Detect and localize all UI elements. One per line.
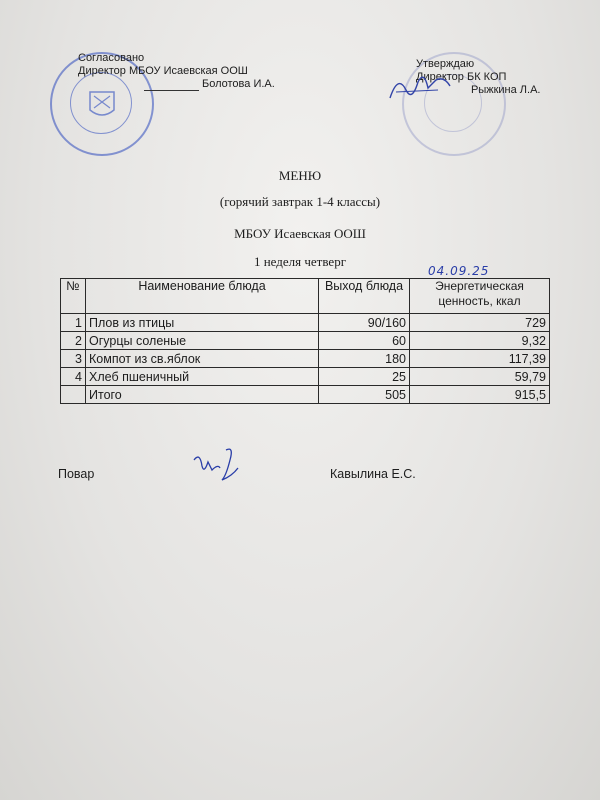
row-number: 4 (61, 368, 86, 386)
row-dish-name: Хлеб пшеничный (86, 368, 319, 386)
table-header-row (61, 279, 550, 314)
approval-block-left (78, 52, 275, 91)
table-row (61, 332, 550, 350)
approval-position: Директор МБОУ Исаевская ООШ (78, 65, 248, 77)
approval-name: Рыжкина Л.А. (471, 84, 541, 96)
approval-position: Директор БК КОП (416, 71, 507, 83)
header-dish-name: Наименование блюда (86, 279, 319, 314)
total-energy: 915,5 (410, 386, 550, 404)
week-day: 1 неделя четверг (253, 254, 347, 269)
cook-name: Кавылина Е.С. (330, 467, 416, 481)
menu-table (60, 278, 550, 404)
school-name: МБОУ Исаевская ООШ (234, 226, 366, 241)
row-energy: 9,32 (410, 332, 550, 350)
row-dish-name: Огурцы соленые (86, 332, 319, 350)
row-energy: 117,39 (410, 350, 550, 368)
menu-title: МЕНЮ (278, 168, 322, 183)
menu-subtitle: (горячий завтрак 1-4 классы) (219, 194, 381, 209)
cook-role: Повар (58, 467, 95, 481)
row-energy: 729 (410, 314, 550, 332)
signature-line (144, 90, 199, 91)
director-signature-icon (378, 68, 458, 108)
row-number: 3 (61, 350, 86, 368)
row-number: 1 (61, 314, 86, 332)
row-dish-name: Плов из птицы (86, 314, 319, 332)
table-row (61, 350, 550, 368)
header-number: № (61, 279, 86, 314)
approval-label: Утверждаю (416, 58, 475, 70)
header-energy: Энергетическая ценность, ккал (410, 279, 550, 314)
row-energy: 59,79 (410, 368, 550, 386)
table-row (61, 368, 550, 386)
header-output: Выход блюда (319, 279, 410, 314)
total-output: 505 (319, 386, 410, 404)
row-number: 2 (61, 332, 86, 350)
total-number-empty (61, 386, 86, 404)
handwritten-date: 04.09.25 (428, 264, 490, 278)
row-output: 25 (319, 368, 410, 386)
row-dish-name: Компот из св.яблок (86, 350, 319, 368)
row-output: 180 (319, 350, 410, 368)
approval-name: Болотова И.А. (78, 78, 275, 91)
approval-label: Согласовано (78, 52, 145, 64)
total-label: Итого (86, 386, 319, 404)
cook-signature-icon (190, 446, 250, 482)
table-total-row (61, 386, 550, 404)
row-output: 60 (319, 332, 410, 350)
row-output: 90/160 (319, 314, 410, 332)
table-row (61, 314, 550, 332)
